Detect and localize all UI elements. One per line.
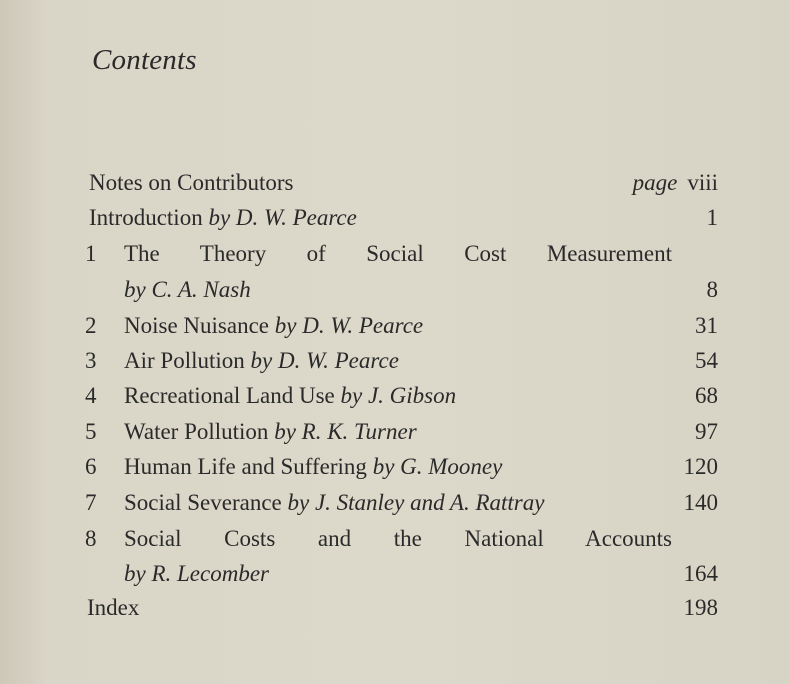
toc-author: by R. K. Turner bbox=[274, 419, 417, 444]
toc-page: 8 bbox=[706, 277, 718, 302]
toc-title-text: Social Severance bbox=[124, 490, 288, 515]
toc-entry-4 bbox=[0, 379, 790, 413]
toc-entry-introduction bbox=[0, 201, 790, 235]
toc-page: 97 bbox=[695, 419, 718, 444]
toc-entry-8-author bbox=[0, 557, 790, 591]
toc-author: by D. W. Pearce bbox=[250, 348, 399, 373]
toc-title-text: Introduction bbox=[89, 205, 209, 230]
toc-title: The Theory of Social Cost Measurement bbox=[124, 241, 672, 266]
page-title: Contents bbox=[92, 44, 197, 76]
chapter-number: 3 bbox=[85, 348, 97, 373]
toc-author: by D. W. Pearce bbox=[274, 313, 424, 338]
toc-title bbox=[124, 309, 423, 343]
toc-title: Social Costs and the National Accounts bbox=[124, 526, 672, 551]
chapter-number: 1 bbox=[85, 241, 97, 266]
toc-title bbox=[124, 415, 417, 449]
toc-entry-7 bbox=[0, 486, 790, 520]
toc-entry-2 bbox=[0, 309, 790, 343]
toc-entry-5 bbox=[0, 415, 790, 449]
toc-author: by G. Mooney bbox=[372, 454, 503, 479]
toc-entry-1 bbox=[0, 237, 790, 271]
toc-author: by J. Stanley and A. Rattray bbox=[287, 490, 545, 515]
toc-title: Notes on Contributors bbox=[89, 170, 294, 195]
toc-title-text: Noise Nuisance bbox=[124, 313, 275, 338]
toc-title bbox=[124, 344, 399, 378]
toc-page bbox=[633, 166, 718, 200]
toc-entry-1-author bbox=[0, 273, 790, 307]
toc-page: 198 bbox=[683, 595, 718, 620]
toc-entry-notes bbox=[0, 166, 790, 200]
toc-entry-index bbox=[0, 591, 790, 625]
toc-page: 54 bbox=[695, 348, 718, 373]
toc-author: by C. A. Nash bbox=[124, 277, 251, 302]
toc-page: 31 bbox=[695, 313, 718, 338]
toc-page: 68 bbox=[695, 383, 718, 408]
toc-author: by R. Lecomber bbox=[124, 561, 269, 586]
toc-entry-3 bbox=[0, 344, 790, 378]
toc-author: by D. W. Pearce bbox=[208, 205, 357, 230]
toc-title-text: Recreational Land Use bbox=[124, 383, 341, 408]
chapter-number: 6 bbox=[85, 454, 97, 479]
toc-author: by J. Gibson bbox=[340, 383, 457, 408]
toc-title-text: Water Pollution bbox=[124, 419, 275, 444]
toc-title bbox=[124, 379, 456, 413]
toc-entry-6 bbox=[0, 450, 790, 484]
chapter-number: 7 bbox=[85, 490, 97, 515]
toc-page-number: viii bbox=[687, 170, 718, 195]
toc-page: 164 bbox=[683, 561, 718, 586]
chapter-number: 2 bbox=[85, 313, 97, 338]
toc-page: 1 bbox=[706, 205, 718, 230]
page-word: page bbox=[632, 170, 678, 195]
toc-title-text: Human Life and Suffering bbox=[124, 454, 373, 479]
toc-page: 140 bbox=[683, 490, 718, 515]
toc-page: 120 bbox=[683, 454, 718, 479]
toc-entry-8 bbox=[0, 522, 790, 556]
toc-title bbox=[124, 486, 544, 520]
chapter-number: 4 bbox=[85, 383, 97, 408]
toc-title: Index bbox=[87, 595, 140, 620]
toc-title bbox=[124, 450, 502, 484]
chapter-number: 5 bbox=[85, 419, 97, 444]
toc-title-text: Air Pollution bbox=[124, 348, 251, 373]
chapter-number: 8 bbox=[85, 526, 97, 551]
toc-title bbox=[89, 201, 357, 235]
